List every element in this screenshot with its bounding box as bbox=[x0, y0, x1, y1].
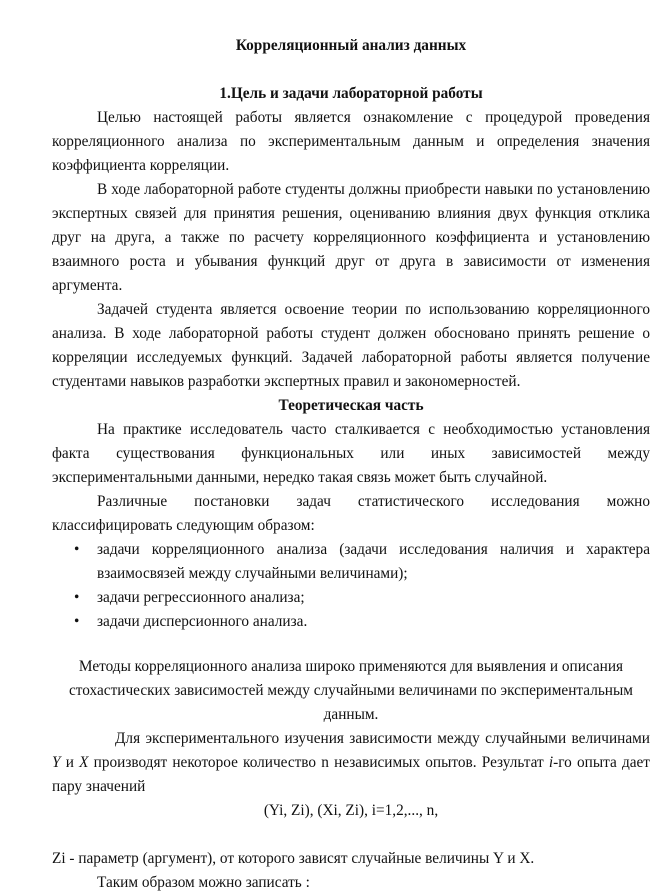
var-i: i bbox=[548, 754, 554, 771]
paragraph-skills: В ходе лабораторной работе студенты должны приобрести навыки по установлению экспертных связей для принятия решения, оцениванию влияния двух функция отклика друг на друга, а также по расчету корреляционного коэффициента и установлению взаимного роста и убывания функций друг от друга в зависимости от изменения аргумента. bbox=[52, 181, 650, 294]
paragraph-classification: Различные постановки задач статистического исследования можно классифицировать следующим образом: bbox=[52, 493, 650, 534]
theory-heading: Теоретическая часть bbox=[278, 397, 424, 414]
paragraph-methods: Методы корреляционного анализа широко применяются для выявления и описания стохастических зависимостей между случайными величинами по экспериментальным данным. bbox=[69, 658, 633, 723]
formula: (Yi, Zi), (Xi, Zi), i=1,2,..., n, bbox=[263, 802, 439, 819]
bullet-icon: • bbox=[74, 589, 80, 606]
list-item bbox=[52, 610, 650, 634]
var-x: X bbox=[79, 754, 89, 771]
list-item bbox=[52, 586, 650, 610]
task-list bbox=[52, 538, 650, 634]
list-item-text: задачи корреляционного анализа (задачи исследования наличия и характера взаимосвязей между случайными величинами); bbox=[97, 541, 650, 582]
var-y: Y bbox=[52, 754, 61, 771]
text: и bbox=[60, 754, 80, 771]
text: производят некоторое количество n независимых опытов. Результат bbox=[88, 754, 549, 771]
document-title: Корреляционный анализ данных bbox=[235, 37, 467, 54]
text: Для экспериментального изучения зависимости между случайными величинами bbox=[115, 730, 650, 747]
section-heading: 1.Цель и задачи лабораторной работы bbox=[219, 85, 483, 102]
paragraph-practice: На практике исследователь часто сталкивается с необходимостью установления факта существования функциональных или иных зависимостей между экспериментальными данными, нередко такая связь может быть случайной. bbox=[52, 421, 650, 486]
bullet-icon: • bbox=[74, 613, 80, 630]
paragraph-final: Таким образом можно записать : bbox=[97, 874, 310, 891]
paragraph-experiment bbox=[52, 727, 650, 799]
text: -го опыта дает пару значений bbox=[52, 754, 650, 795]
list-item-text: задачи дисперсионного анализа. bbox=[97, 613, 308, 630]
bullet-icon: • bbox=[74, 541, 80, 558]
list-item-text: задачи регрессионного анализа; bbox=[97, 589, 305, 606]
paragraph-goal: Целью настоящей работы является ознакомление с процедурой проведения корреляционного анализа по экспериментальным данным и определения значения коэффициента корреляции. bbox=[52, 109, 650, 174]
paragraph-task: Задачей студента является освоение теории по использованию корреляционного анализа. В ходе лабораторной работы студент должен обосновано принять решение о корреляции исследуемых функций. Задачей лабораторной работы является получение студентами навыков разработки экспертных правил и закономерностей. bbox=[52, 301, 650, 390]
paragraph-zi: Zi - параметр (аргумент), от которого зависят случайные величины Y и X. bbox=[52, 850, 535, 867]
list-item bbox=[52, 538, 650, 586]
